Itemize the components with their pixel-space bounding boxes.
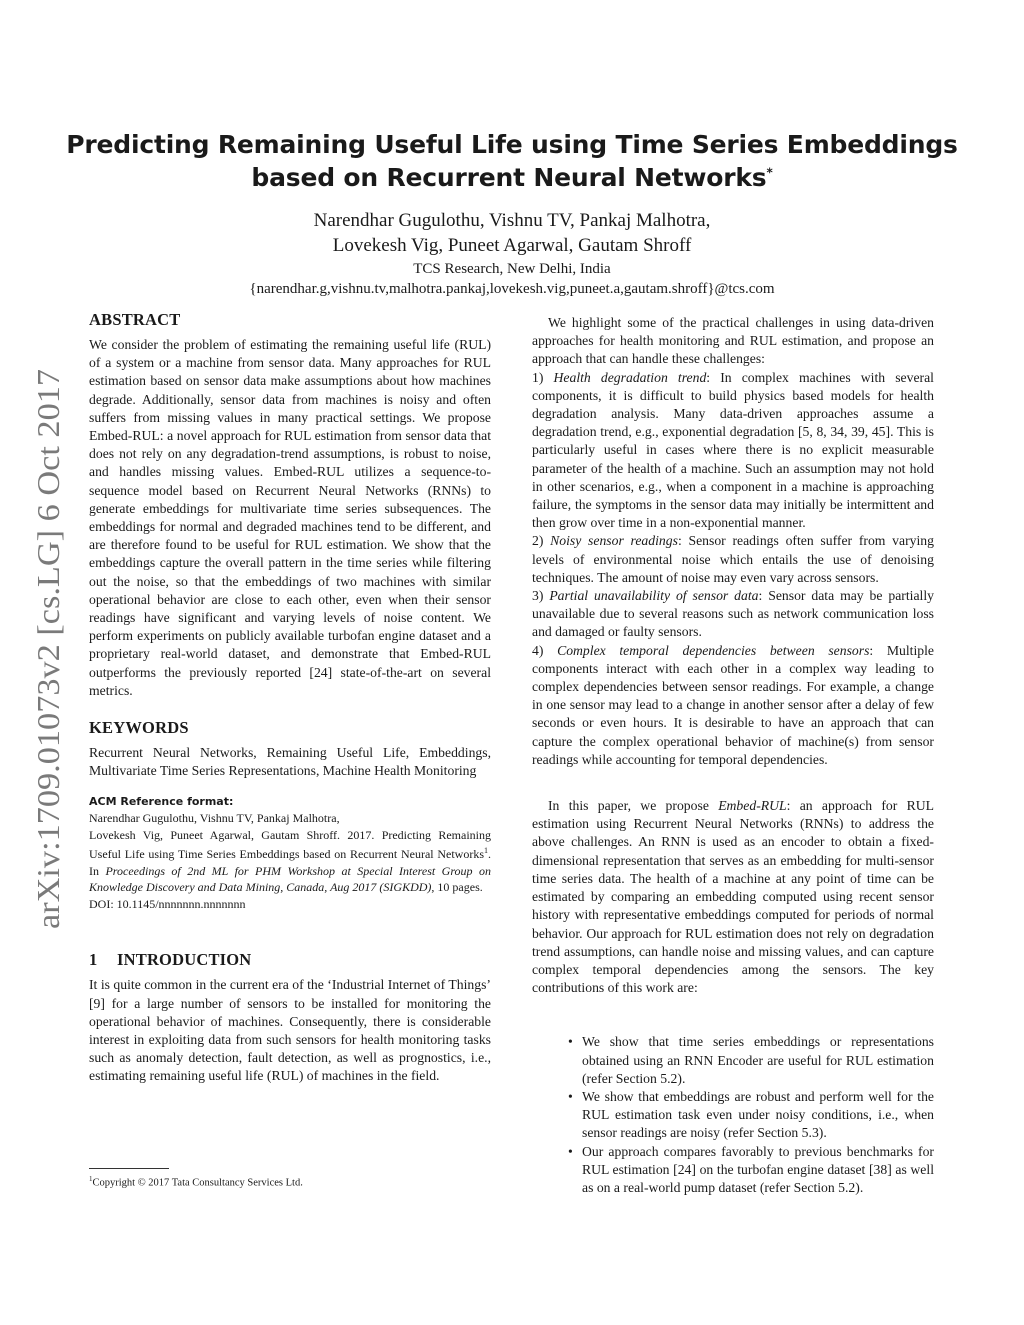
paper-title: [60, 128, 964, 194]
acm-authors-line-1: Narendhar Gugulothu, Vishnu TV, Pankaj Malhotra,: [89, 811, 340, 826]
challenge-4-number: 4): [532, 642, 558, 658]
challenge-2: [532, 532, 934, 587]
proposal-paragraph: [532, 797, 934, 997]
introduction-heading: [89, 950, 491, 970]
authors-line-1: Narendhar Gugulothu, Vishnu TV, Pankaj Malhotra,: [313, 210, 711, 231]
introduction-number: 1: [89, 950, 98, 970]
abstract-text: We consider the problem of estimating the remaining useful life (RUL) of a system or a machine from sensor data. Many approaches for RUL estimation based on sensor data make assumptions about how machines degrade. Additionally, sensor data from machines is noisy and often suffers from missing values in many practical settings. We propose Embed-RUL: a novel approach for RUL estimation from sensor data that does not rely on any degradation-trend assumptions, is robust to noise, and handles missing values. Embed-RUL utilizes a sequence-to-sequence model based on Recurrent Neural Networks (RNNs) to generate embeddings for multivariate time series subsequences. The embeddings for normal and degraded machines tend to be different, and are therefore found to be useful for RUL estimation. We show that the embeddings capture the overall pattern in the time series while filtering out the noise, so that the embeddings of two machines with similar operational behavior are close to each other, even when their sensor readings have significant and varying levels of noise content. We perform experiments on publicly available turbofan engine dataset and a proprietary real-world dataset, and demonstrate that Embed-RUL outperforms the previously reported [24] state-of-the-art on several metrics.: [89, 337, 491, 698]
introduction-title: INTRODUCTION: [117, 950, 252, 970]
contribution-item: [532, 1143, 934, 1198]
abstract-heading: ABSTRACT: [89, 310, 181, 329]
acm-authors-line-2: Lovekesh Vig, Puneet Agarwal, Gautam Shroff. 2017. Predicting Remaining Useful Life using Time Series Embeddings based on Recurrent Neural Networks: [89, 827, 491, 862]
acm-doi: DOI: 10.1145/nnnnnnn.nnnnnnn: [89, 896, 246, 911]
contribution-2-text: We show that embeddings are robust and perform well for the RUL estimation task even under noisy conditions, i.e., when sensor readings are noisy (refer Section 5.3).: [582, 1088, 934, 1141]
challenge-2-text: : Sensor readings often suffer from varying levels of environmental noise which entails the use of denoising techniques. The amount of noise may even vary across sensors.: [532, 533, 934, 585]
author-emails: {narendhar.g,vishnu.tv,malhotra.pankaj,lovekesh.vig,puneet.a,gautam.shroff}@tcs.com: [249, 281, 775, 297]
arxiv-stamp: [16, 366, 76, 932]
challenge-3: [532, 587, 934, 642]
footnote: [89, 1172, 303, 1191]
keywords-text: Recurrent Neural Networks, Remaining Useful Life, Embeddings, Multivariate Time Series Representations, Machine Health Monitoring: [89, 745, 491, 779]
challenge-1-text: : In complex machines with several components, it is difficult to build physics based models for health degradation analysis. Many data-driven approaches assume a degradation trend, e.g., exponential degradation [5, 8, 34, 39, 45]. This is particularly useful in cases where there is no explicit measurable parameter of the health of a machine. Such an assumption may not hold in other scenarios, e.g., when a component in a machine is approaching failure, the symptoms in the sensor data may initially be intermittent and then grow over time in a non-exponential manner.: [532, 369, 934, 531]
acm-reference-heading: ACM Reference format:: [89, 795, 234, 809]
challenge-3-number: 3): [532, 588, 550, 604]
authors-line-2: Lovekesh Vig, Puneet Agarwal, Gautam Shroff: [332, 235, 692, 256]
footnote-mark: 1: [89, 1175, 93, 1183]
acm-in: . In: [89, 847, 491, 878]
challenge-1: [532, 369, 934, 533]
challenges-intro: We highlight some of the practical challenges in using data-driven approaches for health monitoring and RUL estimation, and propose an approach that can handle these challenges:: [532, 315, 934, 367]
footnote-rule: [89, 1168, 169, 1169]
right-column: [532, 314, 934, 1197]
affiliation: TCS Research, New Delhi, India: [413, 261, 611, 277]
contribution-item: [532, 1033, 934, 1088]
challenge-4-text: : Multiple components interact with each other in a complex way leading to complex dependencies between sensor readings. For example, a change in one sensor may lead to a change in another sensor after a delay of few seconds or even hours. It is desirable to have an approach that can capture the complex operational behavior of machine(s) from sensor readings while accounting for temporal dependencies.: [532, 642, 935, 767]
title-footnote-mark: *: [766, 165, 773, 180]
challenge-1-number: 1): [532, 369, 554, 385]
footnote-text: Copyright © 2017 Tata Consultancy Services Ltd.: [92, 1177, 303, 1189]
authors: [60, 208, 964, 258]
title-line-1: Predicting Remaining Useful Life using Time Series Embeddings: [66, 130, 958, 159]
acm-reference: [89, 810, 491, 912]
acm-venue: Proceedings of 2nd ML for PHM Workshop at Special Interest Group on Knowledge Discovery and Data Mining, Canada, Aug 2017 (SIGKDD),: [89, 863, 492, 895]
acm-pages: 10 pages.: [434, 880, 483, 895]
proposal-pre: In this paper, we propose: [548, 798, 719, 814]
bullet-1: •: [568, 1034, 573, 1050]
challenge-2-title: Noisy sensor readings: [550, 533, 678, 549]
contribution-3-text: Our approach compares favorably to previous benchmarks for RUL estimation [24] on the turbofan engine dataset [38] as well as on a real-world pump dataset (refer Section 5.2).: [582, 1143, 934, 1195]
proposal-post: : an approach for RUL estimation using Recurrent Neural Networks (RNNs) to address the above challenges. An RNN is used as an encoder to obtain a fixed-dimensional representation that serves as an embedding for multi-sensor time series data. The health of a machine at any point of time can be estimated by comparing an embedding computed using recent sensor history with representative embeddings computed for periods of normal behavior. Our approach for RUL estimation does not rely on degradation trend assumptions, can handle noise and missing values, and can capture complex temporal dependencies among the sensors. The key contributions of this work are:: [532, 798, 934, 996]
challenge-2-number: 2): [532, 533, 551, 549]
acm-citation: [89, 827, 491, 896]
contribution-item: [532, 1088, 934, 1143]
challenge-4-title: Complex temporal dependencies between sensors: [557, 642, 870, 658]
challenge-4: [532, 642, 934, 769]
title-line-2: based on Recurrent Neural Networks: [251, 163, 767, 192]
left-column: [89, 310, 491, 1086]
bullet-2: •: [568, 1088, 573, 1104]
challenge-1-title: Health degradation trend: [553, 369, 707, 385]
bullet-3: •: [568, 1143, 573, 1159]
introduction-text: It is quite common in the current era of the ‘Industrial Internet of Things’ [9] for a large number of sensors to be installed for monitoring the operational behavior of machines. Consequently, there is considerable interest in exploiting data from such sensors for health monitoring tasks such as anomaly detection, fault detection, as well as prognostics, i.e., estimating remaining useful life (RUL) of machines in the field.: [89, 977, 491, 1084]
contribution-1-text: We show that time series embeddings or representations obtained using an RNN Encoder are useful for RUL estimation (refer Section 5.2).: [582, 1034, 934, 1086]
keywords-heading: KEYWORDS: [89, 718, 189, 738]
acm-footnote-mark: 1: [484, 846, 488, 856]
proposal-name: Embed-RUL: [718, 798, 787, 814]
contributions-list: [532, 1033, 934, 1197]
title-block: [60, 128, 964, 299]
arxiv-stamp-text: arXiv:1709.01073v2 [cs.LG] 6 Oct 2017: [30, 406, 66, 929]
challenge-3-text: : Sensor data may be partially unavailable due to several reasons such as network communication loss and damaged or faulty sensors.: [532, 588, 934, 640]
challenge-3-title: Partial unavailability of sensor data: [549, 588, 759, 604]
